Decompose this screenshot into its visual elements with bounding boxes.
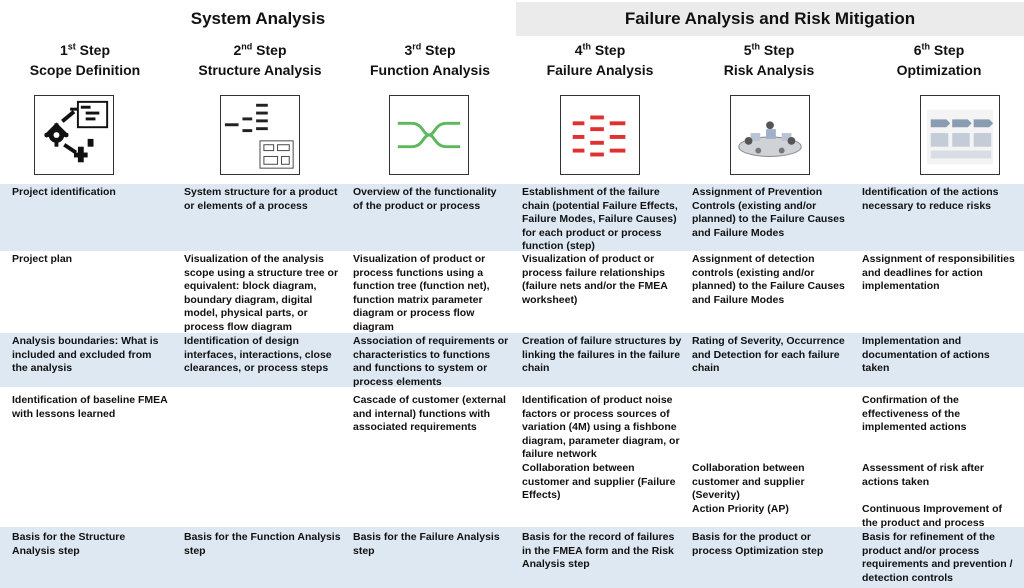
row4-optimization-improvement-cell: Continuous Improvement of the product and process — [862, 503, 1002, 529]
row2-scope-cell: Project plan — [12, 253, 73, 265]
row1-risk-cell: Assignment of Prevention Controls (existing and/or planned) to the Failure Causes and Failure Modes — [692, 186, 845, 239]
row3-function-cell: Association of requirements or characteristics to functions and functions to system or process elements — [353, 335, 509, 388]
step-6-header: 6th Step Optimization — [896, 41, 982, 78]
row4-scope-cell: Identification of baseline FMEA with lessons learned — [12, 394, 168, 420]
row2-function-cell: Visualization of product or process functions using a function tree (function net), function matrix parameter diagram or process flow diagram — [353, 253, 490, 333]
failure-chain-icon — [560, 95, 640, 175]
step-3-header: 3rd Step Function Analysis — [369, 41, 491, 78]
row1-optimization-cell: Identification of the actions necessary to reduce risks — [862, 186, 999, 212]
row3-failure-cell: Creation of failure structures by linking the failures in the failure chain — [522, 335, 682, 374]
row5-structure-cell: Basis for the Function Analysis step — [184, 531, 341, 557]
row4-function-cell: Cascade of customer (external and internal) functions with associated requirements — [353, 394, 506, 433]
row3-scope-cell: Analysis boundaries: What is included and excluded from the analysis — [12, 335, 159, 374]
row5-failure-cell: Basis for the record of failures in the FMEA form and the Risk Analysis step — [522, 531, 675, 570]
row2-structure-cell: Visualization of the analysis scope using a structure tree or equivalent: block diagram, boundary diagram, digital model, physical parts, or process flow diagram — [184, 253, 339, 333]
row1-scope-cell: Project identification — [12, 186, 116, 198]
row1-function-cell: Overview of the functionality of the product or process — [353, 186, 497, 212]
row4-optimization-assessment-cell: Assessment of risk after actions taken — [862, 462, 984, 488]
step-4-header: 4th Step Failure Analysis — [546, 41, 654, 78]
row4-failure-collab-cell: Collaboration between customer and supplier (Failure Effects) — [522, 462, 676, 501]
step-2-header: 2nd Step Structure Analysis — [198, 41, 322, 78]
risk-team-icon — [730, 95, 810, 175]
row4-risk-collab-cell: Collaboration between customer and supplier (Severity) — [692, 462, 805, 501]
row2-optimization-cell: Assignment of responsibilities and deadlines for action implementation — [862, 253, 1015, 292]
row3-risk-cell: Rating of Severity, Occurrence and Detection for each failure chain — [692, 335, 845, 374]
row2-risk-cell: Assignment of detection controls (existing and/or planned) to the Failure Causes and Failure Modes — [692, 253, 845, 306]
optimization-icon — [920, 95, 1000, 175]
row5-function-cell: Basis for the Failure Analysis step — [353, 531, 500, 557]
row5-risk-cell: Basis for the product or process Optimization step — [692, 531, 824, 557]
row4-risk-ap-cell: Action Priority (AP) — [692, 503, 789, 515]
failure-analysis-header: Failure Analysis and Risk Mitigation — [516, 2, 1024, 36]
function-net-icon — [389, 95, 469, 175]
row3-optimization-cell: Implementation and documentation of actions taken — [862, 335, 990, 374]
row5-optimization-cell: Basis for refinement of the product and/or process requirements and prevention / detection controls — [862, 531, 1013, 584]
row1-structure-cell: System structure for a product or elements of a process — [184, 186, 338, 212]
structure-tree-icon — [220, 95, 300, 175]
row3-structure-cell: Identification of design interfaces, interactions, close clearances, or process steps — [184, 335, 332, 374]
row1-failure-cell: Establishment of the failure chain (potential Failure Effects, Failure Modes, Failure Causes) for each product or process function (step) — [522, 186, 678, 252]
system-analysis-header: System Analysis — [190, 9, 326, 28]
scope-definition-icon — [34, 95, 114, 175]
row5-scope-cell: Basis for the Structure Analysis step — [12, 531, 126, 557]
step-1-header: 1st Step Scope Definition — [29, 41, 141, 78]
row4-optimization-cell: Confirmation of the effectiveness of the implemented actions — [862, 394, 967, 433]
row4-failure-cell: Identification of product noise factors or process sources of variation (4M) using a fishbone diagram, parameter diagram, or failure network — [522, 394, 680, 460]
step-5-header: 5th Step Risk Analysis — [723, 41, 815, 78]
row2-failure-cell: Visualization of product or process failure relationships (failure nets and/or the FMEA worksheet) — [522, 253, 668, 306]
